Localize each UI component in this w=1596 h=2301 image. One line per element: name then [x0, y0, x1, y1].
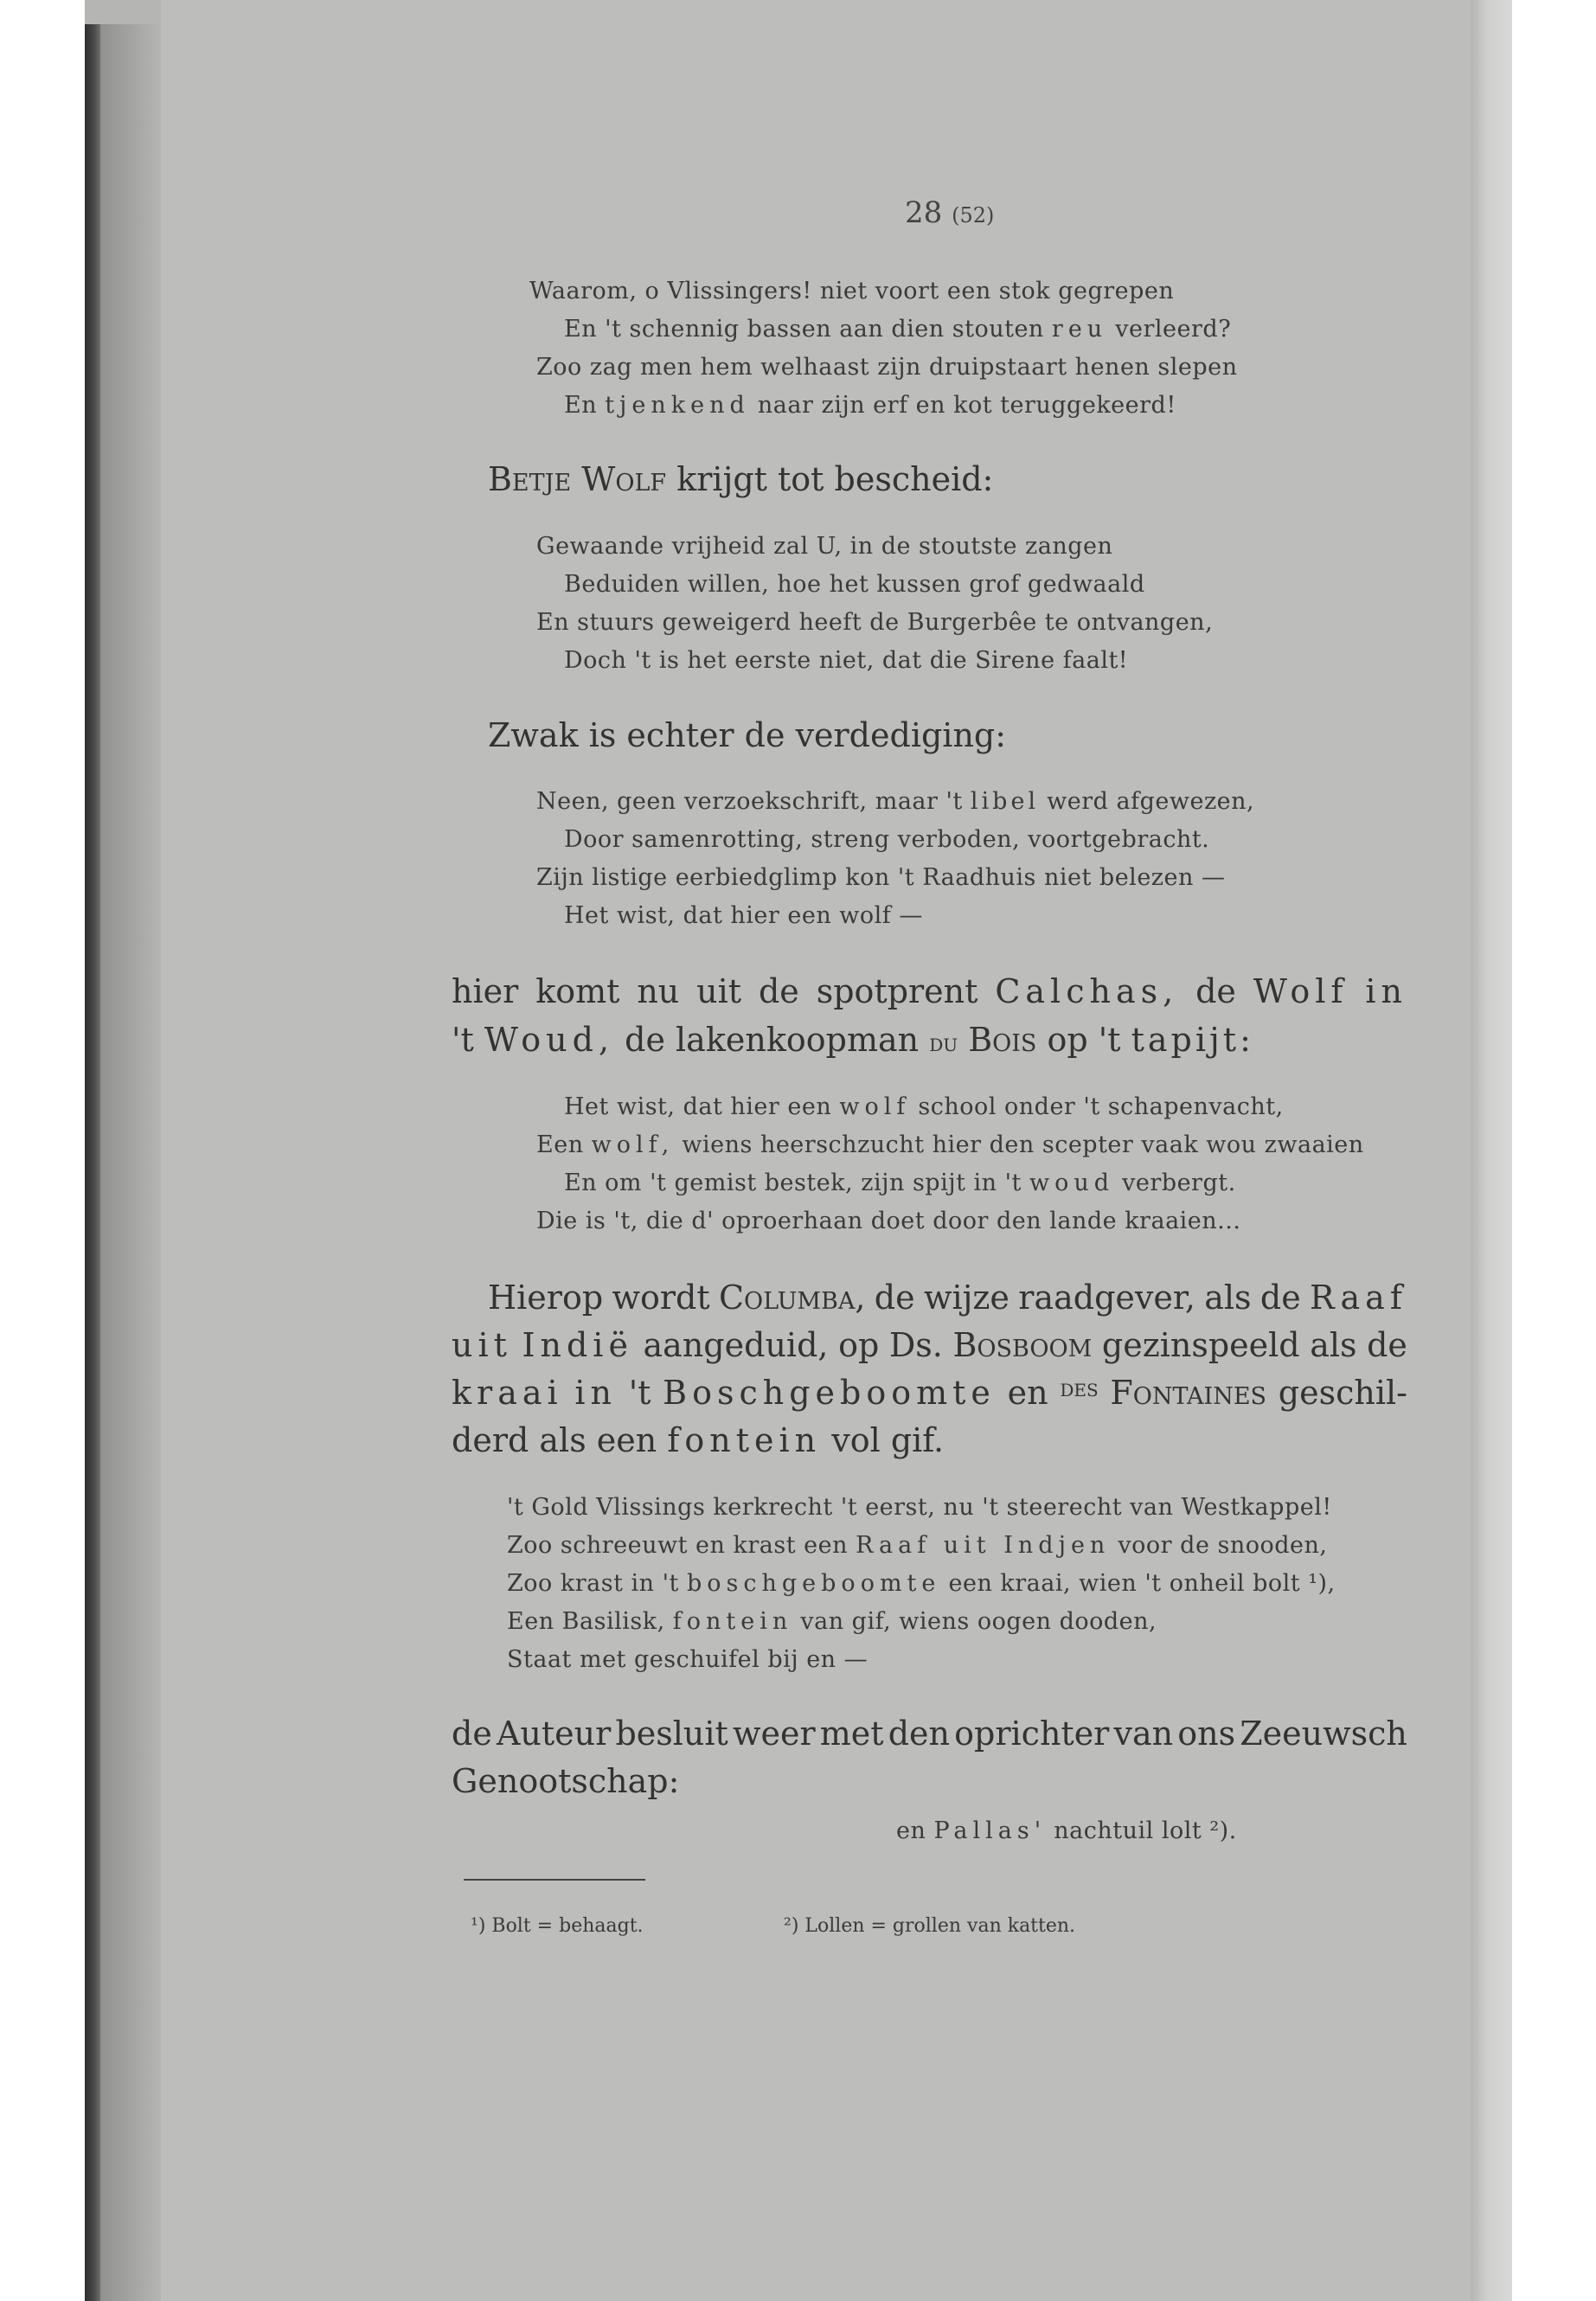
prose4-line3: kraai in 't Boschgeboomte en des Fontaines geschil-	[452, 1374, 1407, 1412]
prose5-line1: de Auteur besluit weer met den oprichter van ons Zeeuwsch	[452, 1715, 1407, 1753]
verse4-line2: Een wolf, wiens heerschzucht hier den scepter vaak wou zwaaien	[536, 1131, 1364, 1158]
prose5-line2: Genootschap:	[452, 1762, 680, 1800]
verse3-line3: Zijn listige eerbiedglimp kon 't Raadhuis niet belezen —	[536, 864, 1226, 891]
prose1-paragraph: Betje Wolf krijgt tot bescheid:	[488, 460, 994, 498]
footnote-rule	[464, 1879, 645, 1881]
prose4-line4: derd als een fontein vol gif.	[452, 1421, 945, 1459]
footnote-1: ¹) Bolt = behaagt.	[471, 1915, 644, 1937]
verse3-line1: Neen, geen verzoekschrift, maar 't libel werd afgewezen,	[536, 788, 1255, 815]
page-number: 28 (52)	[905, 195, 995, 230]
verse1-line1: Waarom, o Vlissingers! niet voort een stok gegrepen	[529, 278, 1175, 304]
verse3-line4: Het wist, dat hier een wolf —	[564, 902, 923, 929]
verse3-line2: Door samenrotting, streng verboden, voortgebracht.	[564, 826, 1210, 853]
book-spine-shadow	[85, 24, 100, 2301]
footnote-2: ²) Lollen = grollen van katten.	[784, 1915, 1076, 1937]
verse1-line2: En 't schennig bassen aan dien stouten reu verleerd?	[564, 316, 1232, 343]
verse1-line4: En tjenkend naar zijn erf en kot teruggekeerd!	[564, 392, 1176, 419]
prose4-line2: uit Indië aangeduid, op Ds. Bosboom gezinspeeld als de	[452, 1326, 1407, 1364]
verse4-line3: En om 't gemist bestek, zijn spijt in 't woud verbergt.	[564, 1170, 1236, 1196]
prose2-paragraph: Zwak is echter de verdediging:	[488, 716, 1007, 754]
page-edge	[1471, 0, 1512, 2301]
verse5-line1: 't Gold Vlissings kerkrecht 't eerst, nu 't steerecht van Westkappel!	[507, 1494, 1332, 1521]
verse2-line2: Beduiden willen, hoe het kussen grof gedwaald	[564, 571, 1145, 598]
verse4-line4: Die is 't, die d' oproerhaan doet door den lande kraaien...	[536, 1208, 1241, 1234]
verse5-line3: Zoo krast in 't boschgeboomte een kraai, wien 't onheil bolt ¹),	[507, 1570, 1336, 1597]
verse4-line1: Het wist, dat hier een wolf school onder 't schapenvacht,	[564, 1093, 1284, 1120]
prose3-line2: 't Woud, de lakenkoopman du Bois op 't tapijt:	[452, 1021, 1254, 1059]
prose4-line1: Hierop wordt Columba, de wijze raadgever, als de Raaf	[488, 1279, 1407, 1317]
verse1-line3: Zoo zag men hem welhaast zijn druipstaart henen slepen	[536, 354, 1238, 381]
verse2-line4: Doch 't is het eerste niet, dat die Sirene faalt!	[564, 647, 1129, 674]
closing-verse-line: en Pallas' nachtuil lolt ²).	[896, 1817, 1237, 1844]
verse5-line5: Staat met geschuifel bij en —	[507, 1646, 869, 1673]
verse2-line3: En stuurs geweigerd heeft de Burgerbêe te ontvangen,	[536, 609, 1214, 636]
verse5-line4: Een Basilisk, fontein van gif, wiens oogen dooden,	[507, 1608, 1157, 1635]
spine-gradient	[100, 24, 161, 2301]
verse5-line2: Zoo schreeuwt en krast een Raaf uit Indjen voor de snooden,	[507, 1532, 1328, 1559]
verse2-line1: Gewaande vrijheid zal U, in de stoutste zangen	[536, 533, 1113, 560]
prose3-line1: hier komt nu uit de spotprent Calchas, de Wolf in	[452, 972, 1407, 1010]
